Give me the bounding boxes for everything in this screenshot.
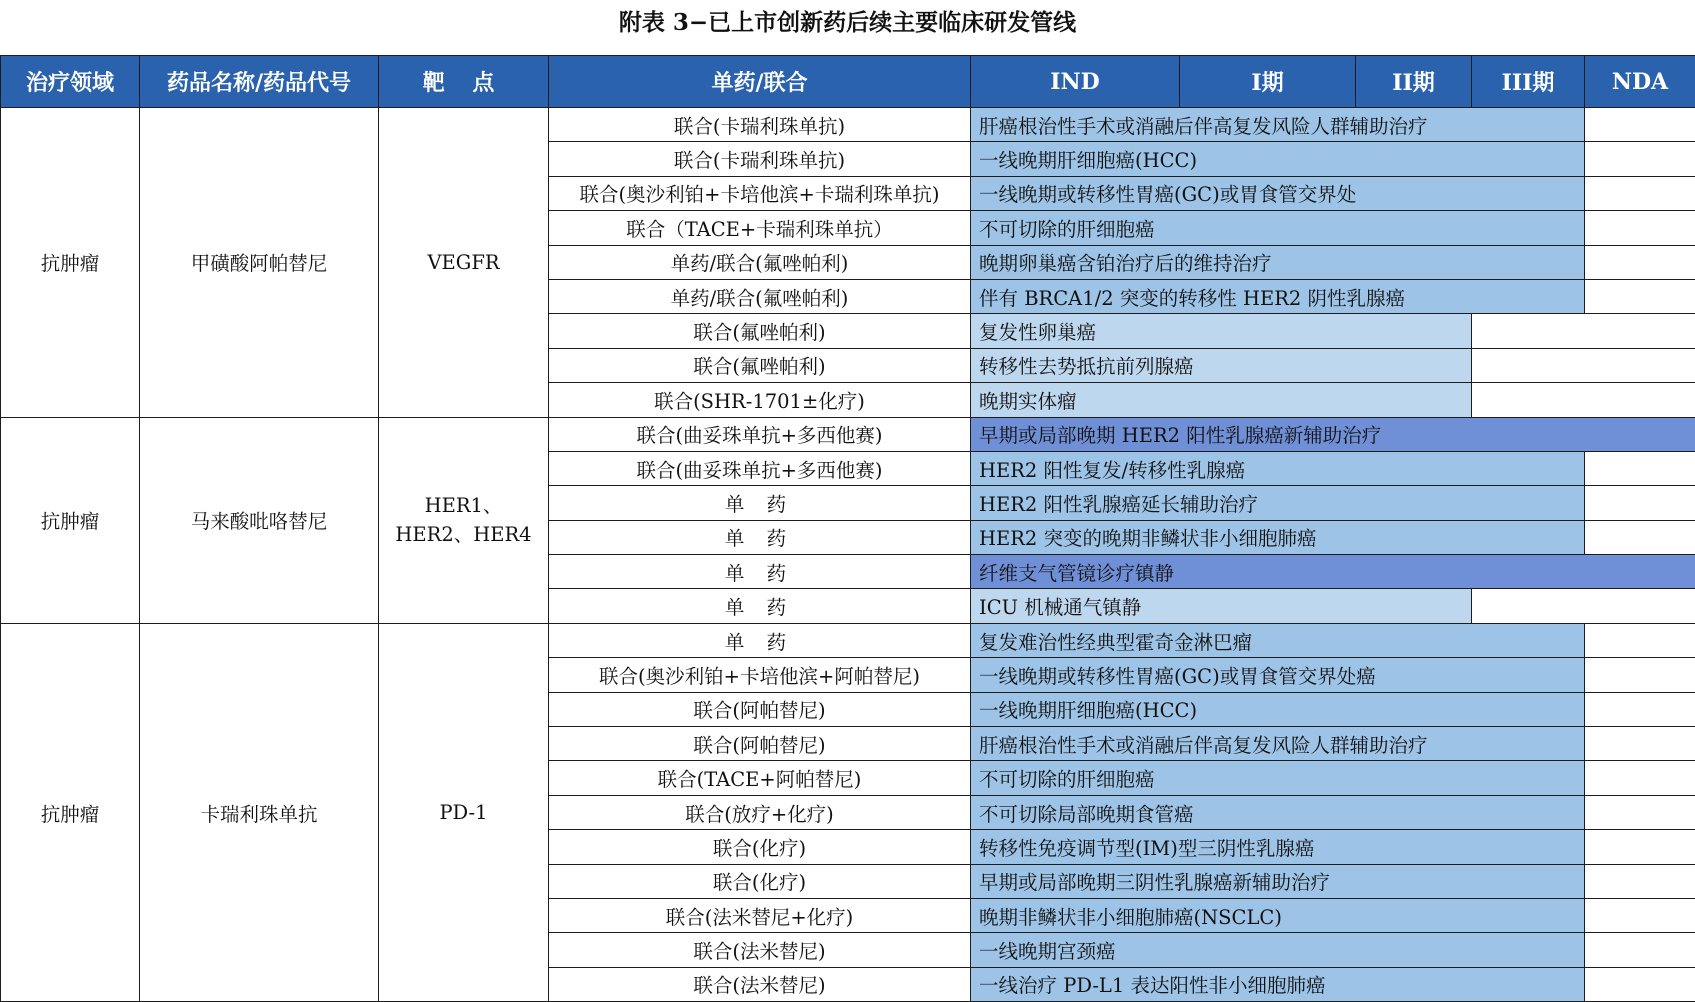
stage-bar-cell bbox=[971, 692, 1695, 726]
progress-bar bbox=[971, 246, 1585, 279]
combination-cell: 联合(法米替尼+化疗) bbox=[549, 898, 971, 932]
indication-label: 不可切除局部晚期食管癌 bbox=[979, 799, 1194, 827]
indication-label: 一线晚期宫颈癌 bbox=[979, 936, 1116, 964]
target-cell bbox=[379, 417, 549, 623]
progress-bar bbox=[971, 865, 1585, 898]
target-cell: VEGFR bbox=[379, 108, 549, 418]
stage-bar-cell bbox=[971, 383, 1695, 417]
progress-bar bbox=[971, 624, 1585, 657]
stage-bar-cell bbox=[971, 933, 1695, 967]
stage-bar-cell bbox=[971, 211, 1695, 245]
progress-bar bbox=[971, 486, 1585, 519]
progress-bar bbox=[971, 796, 1585, 829]
combination-cell: 联合(奥沙利铂+卡培他滨+阿帕替尼) bbox=[549, 658, 971, 692]
target-line: HER2、HER4 bbox=[379, 520, 548, 549]
pipeline-body bbox=[1, 108, 1695, 1002]
combination-cell: 联合(法米替尼) bbox=[549, 967, 971, 1001]
table-row bbox=[1, 417, 1695, 451]
combination-cell: 联合(放疗+化疗) bbox=[549, 795, 971, 829]
drug-name-cell: 马来酸吡咯替尼 bbox=[140, 417, 379, 623]
combination-cell: 单药/联合(氟唑帕利) bbox=[549, 279, 971, 313]
combination-cell: 联合(曲妥珠单抗+多西他赛) bbox=[549, 451, 971, 485]
stage-bar-cell bbox=[971, 314, 1695, 348]
progress-bar bbox=[971, 693, 1585, 726]
indication-label: 晚期非鳞状非小细胞肺癌(NSCLC) bbox=[979, 902, 1282, 930]
indication-label: 肝癌根治性手术或消融后伴高复发风险人群辅助治疗 bbox=[979, 730, 1428, 758]
indication-label: 一线晚期或转移性胃癌(GC)或胃食管交界处 bbox=[979, 179, 1356, 207]
indication-label: 不可切除的肝细胞癌 bbox=[979, 764, 1155, 792]
combination-cell: 联合(TACE+阿帕替尼) bbox=[549, 761, 971, 795]
indication-label: HER2 阳性复发/转移性乳腺癌 bbox=[979, 455, 1245, 483]
progress-bar bbox=[971, 521, 1585, 554]
column-header-stage-iii: III期 bbox=[1472, 56, 1585, 108]
drug-name-cell: 甲磺酸阿帕替尼 bbox=[140, 108, 379, 418]
stage-bar-cell bbox=[971, 108, 1695, 142]
combination-cell: 单 药 bbox=[549, 623, 971, 657]
stage-bar-cell bbox=[971, 520, 1695, 554]
progress-bar bbox=[971, 314, 1472, 347]
indication-label: 晚期实体瘤 bbox=[979, 386, 1077, 414]
indication-label: 转移性去势抵抗前列腺癌 bbox=[979, 351, 1194, 379]
column-header-target: 靶 点 bbox=[379, 56, 549, 108]
indication-label: 一线晚期肝细胞癌(HCC) bbox=[979, 695, 1197, 723]
combination-cell: 联合(化疗) bbox=[549, 830, 971, 864]
progress-bar bbox=[971, 383, 1472, 416]
column-header-stage-i: I期 bbox=[1180, 56, 1356, 108]
combination-cell: 联合(氟唑帕利) bbox=[549, 348, 971, 382]
stage-bar-cell bbox=[971, 967, 1695, 1001]
target-line: HER1、 bbox=[379, 491, 548, 520]
therapy-area-cell: 抗肿瘤 bbox=[1, 417, 140, 623]
indication-label: 一线晚期或转移性胃癌(GC)或胃食管交界处癌 bbox=[979, 661, 1376, 689]
combination-cell: 联合(阿帕替尼) bbox=[549, 692, 971, 726]
stage-bar-cell bbox=[971, 555, 1695, 589]
combination-cell: 联合(卡瑞利珠单抗) bbox=[549, 108, 971, 142]
indication-label: HER2 突变的晚期非鳞状非小细胞肺癌 bbox=[979, 523, 1317, 551]
combination-cell: 联合(卡瑞利珠单抗) bbox=[549, 142, 971, 176]
indication-label: 不可切除的肝细胞癌 bbox=[979, 214, 1155, 242]
stage-bar-cell bbox=[971, 589, 1695, 623]
stage-bar-cell bbox=[971, 176, 1695, 210]
indication-label: ICU 机械通气镇静 bbox=[979, 592, 1141, 620]
progress-bar bbox=[971, 761, 1585, 794]
progress-bar bbox=[971, 142, 1585, 175]
stage-bar-cell bbox=[971, 348, 1695, 382]
combination-cell: 联合(奥沙利铂+卡培他滨+卡瑞利珠单抗) bbox=[549, 176, 971, 210]
progress-bar bbox=[971, 211, 1585, 244]
combination-cell: 单药/联合(氟唑帕利) bbox=[549, 245, 971, 279]
stage-bar-cell bbox=[971, 898, 1695, 932]
indication-label: 早期或局部晚期三阴性乳腺癌新辅助治疗 bbox=[979, 867, 1330, 895]
progress-bar bbox=[971, 830, 1585, 863]
combination-cell: 单 药 bbox=[549, 555, 971, 589]
table-row bbox=[1, 623, 1695, 657]
column-header-area: 治疗领域 bbox=[1, 56, 140, 108]
therapy-area-cell: 抗肿瘤 bbox=[1, 623, 140, 1001]
stage-bar-cell bbox=[971, 486, 1695, 520]
stage-bar-cell bbox=[971, 142, 1695, 176]
target-cell: PD-1 bbox=[379, 623, 549, 1001]
indication-label: 伴有 BRCA1/2 突变的转移性 HER2 阴性乳腺癌 bbox=[979, 283, 1405, 311]
progress-bar bbox=[971, 968, 1585, 1001]
stage-bar-cell bbox=[971, 658, 1695, 692]
combination-cell: 联合(SHR-1701±化疗) bbox=[549, 383, 971, 417]
combination-cell: 单 药 bbox=[549, 520, 971, 554]
progress-bar bbox=[971, 108, 1585, 141]
therapy-area-cell: 抗肿瘤 bbox=[1, 108, 140, 418]
progress-bar bbox=[971, 418, 1695, 451]
stage-bar-cell bbox=[971, 417, 1695, 451]
combination-cell: 联合(化疗) bbox=[549, 864, 971, 898]
combination-cell: 联合(氟唑帕利) bbox=[549, 314, 971, 348]
indication-label: 一线治疗 PD-L1 表达阳性非小细胞肺癌 bbox=[979, 970, 1325, 998]
progress-bar bbox=[971, 589, 1472, 622]
pipeline-table bbox=[0, 55, 1695, 1002]
stage-bar-cell bbox=[971, 795, 1695, 829]
progress-bar bbox=[971, 658, 1585, 691]
stage-bar-cell bbox=[971, 245, 1695, 279]
progress-bar bbox=[971, 727, 1585, 760]
column-header-stage-ii: II期 bbox=[1356, 56, 1472, 108]
stage-bar-cell bbox=[971, 761, 1695, 795]
column-header-stage-nda: NDA bbox=[1585, 56, 1695, 108]
progress-bar bbox=[971, 555, 1695, 588]
combination-cell: 联合(阿帕替尼) bbox=[549, 727, 971, 761]
indication-label: 晚期卵巢癌含铂治疗后的维持治疗 bbox=[979, 248, 1272, 276]
progress-bar bbox=[971, 933, 1585, 966]
progress-bar bbox=[971, 452, 1585, 485]
table-row bbox=[1, 108, 1695, 142]
combination-cell: 单 药 bbox=[549, 486, 971, 520]
stage-bar-cell bbox=[971, 864, 1695, 898]
stage-bar-cell bbox=[971, 830, 1695, 864]
combination-cell: 联合(曲妥珠单抗+多西他赛) bbox=[549, 417, 971, 451]
indication-label: 肝癌根治性手术或消融后伴高复发风险人群辅助治疗 bbox=[979, 111, 1428, 139]
combination-cell: 联合（TACE+卡瑞利珠单抗） bbox=[549, 211, 971, 245]
combination-cell: 联合(法米替尼) bbox=[549, 933, 971, 967]
indication-label: 一线晚期肝细胞癌(HCC) bbox=[979, 145, 1197, 173]
progress-bar bbox=[971, 177, 1585, 210]
indication-label: 复发难治性经典型霍奇金淋巴瘤 bbox=[979, 627, 1252, 655]
column-header-drug: 药品名称/药品代号 bbox=[140, 56, 379, 108]
drug-name-cell: 卡瑞利珠单抗 bbox=[140, 623, 379, 1001]
indication-label: 转移性免疫调节型(IM)型三阴性乳腺癌 bbox=[979, 833, 1314, 861]
stage-bar-cell bbox=[971, 623, 1695, 657]
header-row bbox=[1, 56, 1695, 108]
indication-label: HER2 阳性乳腺癌延长辅助治疗 bbox=[979, 489, 1258, 517]
page-title: 附表 3−已上市创新药后续主要临床研发管线 bbox=[0, 0, 1695, 50]
column-header-combo: 单药/联合 bbox=[549, 56, 971, 108]
progress-bar bbox=[971, 280, 1585, 313]
stage-bar-cell bbox=[971, 279, 1695, 313]
progress-bar bbox=[971, 349, 1472, 382]
column-header-stage-ind: IND bbox=[971, 56, 1180, 108]
indication-label: 纤维支气管镜诊疗镇静 bbox=[979, 558, 1174, 586]
indication-label: 早期或局部晚期 HER2 阳性乳腺癌新辅助治疗 bbox=[979, 420, 1381, 448]
combination-cell: 单 药 bbox=[549, 589, 971, 623]
progress-bar bbox=[971, 899, 1585, 932]
indication-label: 复发性卵巢癌 bbox=[979, 317, 1096, 345]
stage-bar-cell bbox=[971, 451, 1695, 485]
stage-bar-cell bbox=[971, 727, 1695, 761]
